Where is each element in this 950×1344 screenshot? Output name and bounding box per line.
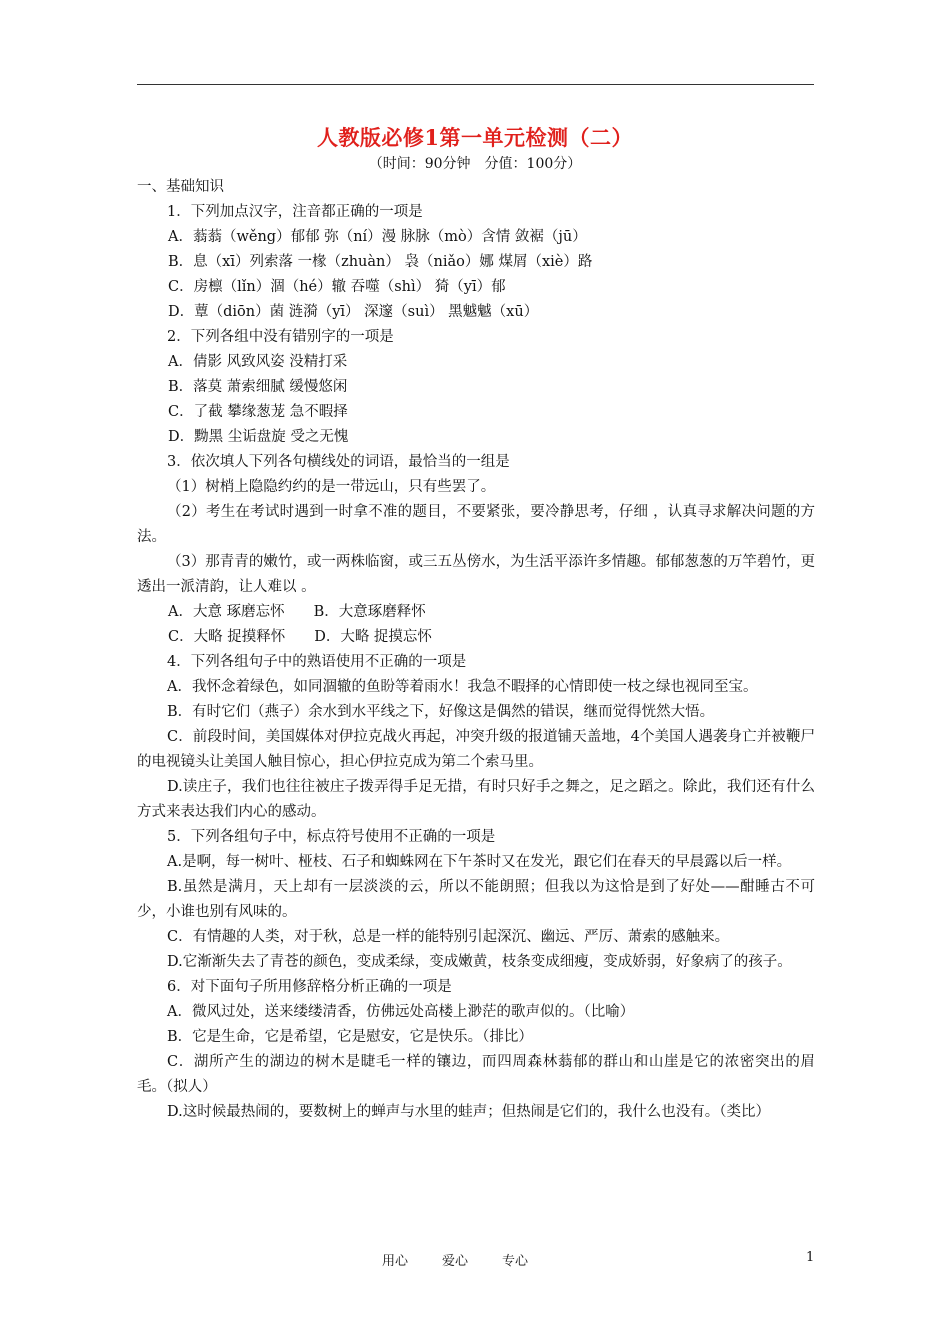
page-number: 1	[806, 1250, 815, 1265]
question-stem: 3．依次填人下列各句横线处的词语，最恰当的一组是	[167, 454, 510, 470]
option: B．息（xī）列索落 一椽（zhuàn） 袅（niǎo）娜 煤屑（xiè）路	[168, 254, 593, 270]
option: C．大略 捉摸释怀 D．大略 捉摸忘怀	[168, 629, 432, 645]
header-rule	[137, 84, 814, 85]
option: D.这时候最热闹的，要数树上的蝉声与水里的蛙声；但热闹是它们的，我什么也没有。（类比）	[167, 1104, 770, 1120]
question-stem: 5．下列各组句子中，标点符号使用不正确的一项是	[167, 829, 496, 845]
option: A．大意 琢磨忘怀 B．大意琢磨释怀	[168, 604, 426, 620]
page-title: 人教版必修1第一单元检测（二）	[316, 125, 634, 150]
document-body	[137, 175, 815, 1125]
sentence: （1）树梢上隐隐约约的是一带远山，只有些罢了。	[167, 479, 496, 495]
option: C．房檩（lǐn）涸（hé）辙 吞噬（shì） 猗（yī）郁	[168, 279, 506, 295]
option: D.读庄子，我们也往往被庄子拨弄得手足无措，有时只好手之舞之，足之蹈之。除此，我们还有什么方式来表达我们内心的感动。	[137, 779, 815, 820]
option: C．有情趣的人类，对于秋，总是一样的能特别引起深沉、幽远、严厉、萧索的感触来。	[167, 929, 730, 945]
footer-motto	[382, 1250, 562, 1269]
sentence: （2）考生在考试时遇到一时拿不准的题目，不要紧张，要冷静思考，仔细 ，认真寻求解决问题的方法。	[137, 504, 815, 545]
option: D.它渐渐失去了青苍的颜色，变成柔绿，变成嫩黄，枝条变成细瘦，变成娇弱，好象病了的孩子。	[167, 954, 792, 970]
question-stem: 2．下列各组中没有错别字的一项是	[167, 329, 394, 345]
footer-motto-word: 用心	[382, 1254, 409, 1269]
footer-motto-word: 专心	[502, 1254, 529, 1269]
option: C．前段时间，美国媒体对伊拉克战火再起，冲突升级的报道铺天盖地，4个美国人遇袭身亡并被鞭尸的电视镜头让美国人触目惊心，担心伊拉克成为第二个索马里。	[137, 729, 815, 770]
option: A．倩影 风致风姿 没精打采	[168, 354, 348, 370]
sentence: （3）那青青的嫩竹，或一两株临窗，或三五丛傍水，为生活平添许多情趣。郁郁葱葱的万竿碧竹，更透出一派清韵，让人难以 。	[137, 554, 815, 595]
question-stem: 6．对下面句子所用修辞格分析正确的一项是	[167, 979, 452, 995]
page-subtitle: （时间：90分钟 分值：100分）	[368, 156, 582, 172]
section-heading: 一、基础知识	[137, 179, 224, 195]
option: B．有时它们（燕子）余水到水平线之下，好像这是偶然的错误，继而觉得恍然大悟。	[167, 704, 715, 720]
option: C．了截 攀缘葱茏 急不暇择	[168, 404, 348, 420]
question-stem: 4．下列各组句子中的熟语使用不正确的一项是	[167, 654, 467, 670]
option: B．它是生命，它是希望，它是慰安，它是快乐。（排比）	[167, 1029, 533, 1045]
option: D．黝黑 尘诟盘旋 受之无愧	[168, 429, 349, 445]
option: A.是啊，每一树叶、桠枝、石子和蜘蛛网在下午茶时又在发光，跟它们在春天的早晨露以后一样。	[167, 854, 792, 870]
option: A．蓊蓊（wěng）郁郁 弥（ní）漫 脉脉（mò）含情 敛裾（jū）	[168, 229, 587, 245]
option: B.虽然是满月，天上却有一层淡淡的云，所以不能朗照；但我以为这恰是到了好处——酣睡古不可少，小谁也别有风味的。	[137, 879, 815, 920]
option: D．蕈（diōn）菌 涟漪（yī） 深邃（suì） 黑魆魆（xū）	[168, 304, 539, 320]
option: C．湖所产生的湖边的树木是睫毛一样的镶边，而四周森林蓊郁的群山和山崖是它的浓密突出的眉毛。（拟人）	[137, 1054, 815, 1095]
option: B．落莫 萧索细腻 缓慢悠闲	[168, 379, 348, 395]
footer-motto-word: 爱心	[442, 1254, 469, 1269]
option: A．微风过处，送来缕缕清香，仿佛远处高楼上渺茫的歌声似的。（比喻）	[167, 1004, 635, 1020]
question-stem: 1．下列加点汉字，注音都正确的一项是	[167, 204, 423, 220]
option: A．我怀念着绿色，如同涸辙的鱼盼等着雨水！我急不暇择的心情即使一枝之绿也视同至宝。	[167, 679, 758, 695]
